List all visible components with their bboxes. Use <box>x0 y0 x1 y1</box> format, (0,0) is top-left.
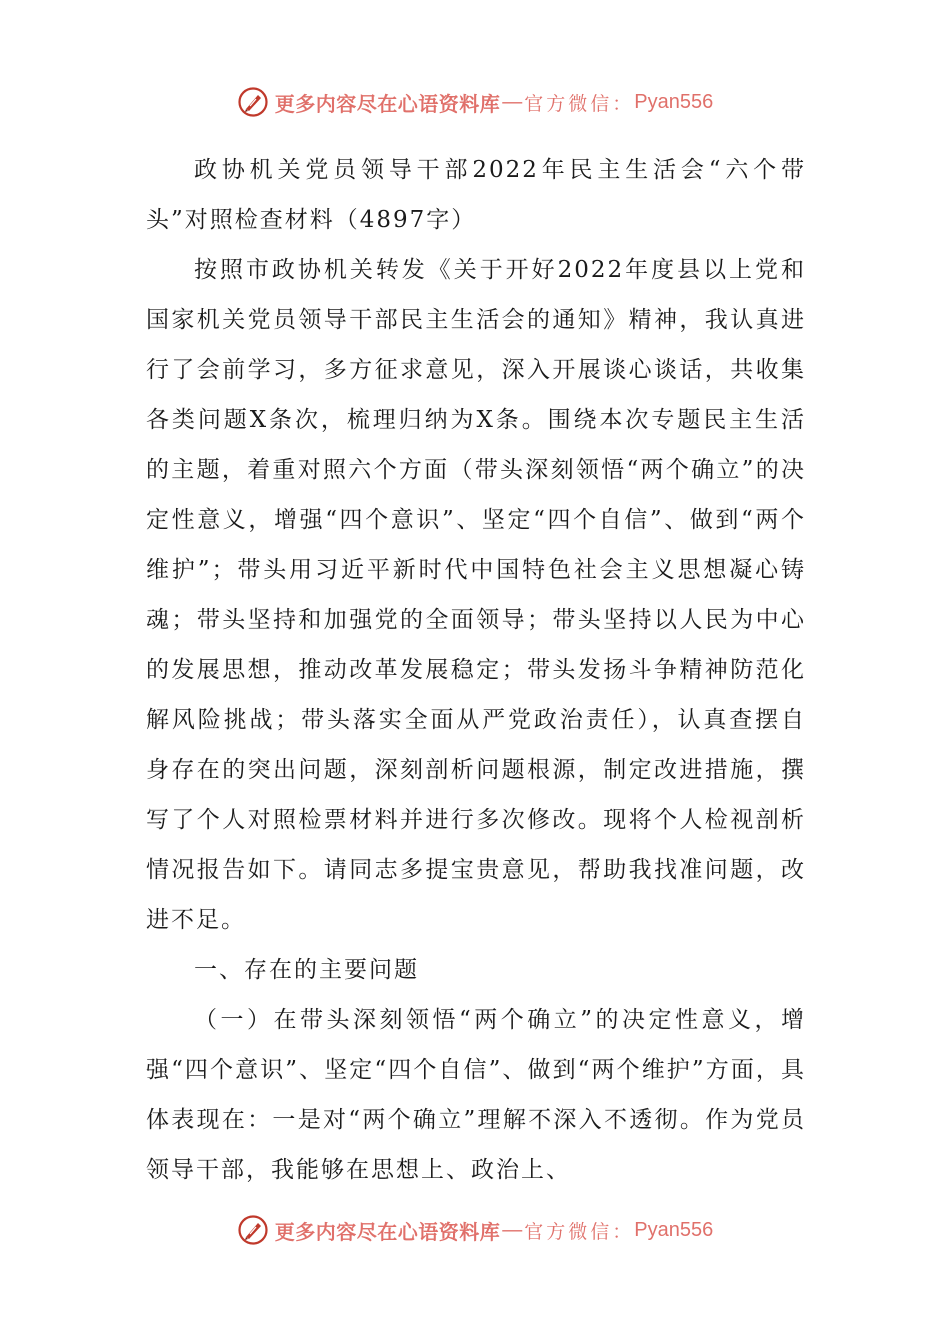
pen-logo-icon <box>237 1214 269 1246</box>
watermark-wechat-id: Pyan556 <box>634 90 714 113</box>
watermark-dash: — <box>502 90 523 113</box>
watermark-footer <box>0 1210 950 1250</box>
watermark-dash: — <box>502 1218 523 1241</box>
watermark-wechat-id: Pyan556 <box>634 1218 714 1241</box>
watermark-header <box>0 82 950 122</box>
section-heading: 一、存在的主要问题 <box>194 957 419 983</box>
watermark-wechat-label: 官方微信： <box>524 1220 635 1243</box>
document-title: 政协机关党员领导干部2022年民主生活会“六个带头”对照检查材料（4897字） <box>146 157 806 233</box>
watermark-text: 更多内容尽在心语资料库 <box>274 1219 501 1244</box>
body-paragraph: 按照市政协机关转发《关于开好2022年度县以上党和国家机关党员领导干部民主生活会的通知》精神，我认真进行了会前学习，多方征求意见，深入开展谈心谈话，共收集各类问题X条次，梳理归纳为X条。围绕本次专题民主生活的主题，着重对照六个方面（带头深刻领悟“两个确立”的决定性意义，增强“四个意识”、坚定“四个自信”、做到“两个维护”；带头用习近平新时代中国特色社会主义思想凝心铸魂；带头坚持和加强党的全面领导；带头坚持以人民为中心的发展思想，推动改革发展稳定；带头发扬斗争精神防范化解风险挑战；带头落实全面从严党政治责任），认真查摆自身存在的突出问题，深刻剖析问题根源，制定改进措施，撰写了个人对照检票材料并进行多次修改。现将个人检视剖析情况报告如下。请同志多提宝贵意见，帮助我找准问题，改进不足。 <box>146 257 806 933</box>
watermark-text: 更多内容尽在心语资料库 <box>274 91 501 116</box>
watermark-wechat-label: 官方微信： <box>524 92 635 115</box>
pen-logo-icon <box>237 86 269 118</box>
document-body <box>146 145 806 1195</box>
subsection-paragraph: （一）在带头深刻领悟“两个确立”的决定性意义，增强“四个意识”、坚定“四个自信”、做到“两个维护”方面，具体表现在：一是对“两个确立”理解不深入不透彻。作为党员领导干部，我能够在思想上、政治上、 <box>146 1007 806 1183</box>
